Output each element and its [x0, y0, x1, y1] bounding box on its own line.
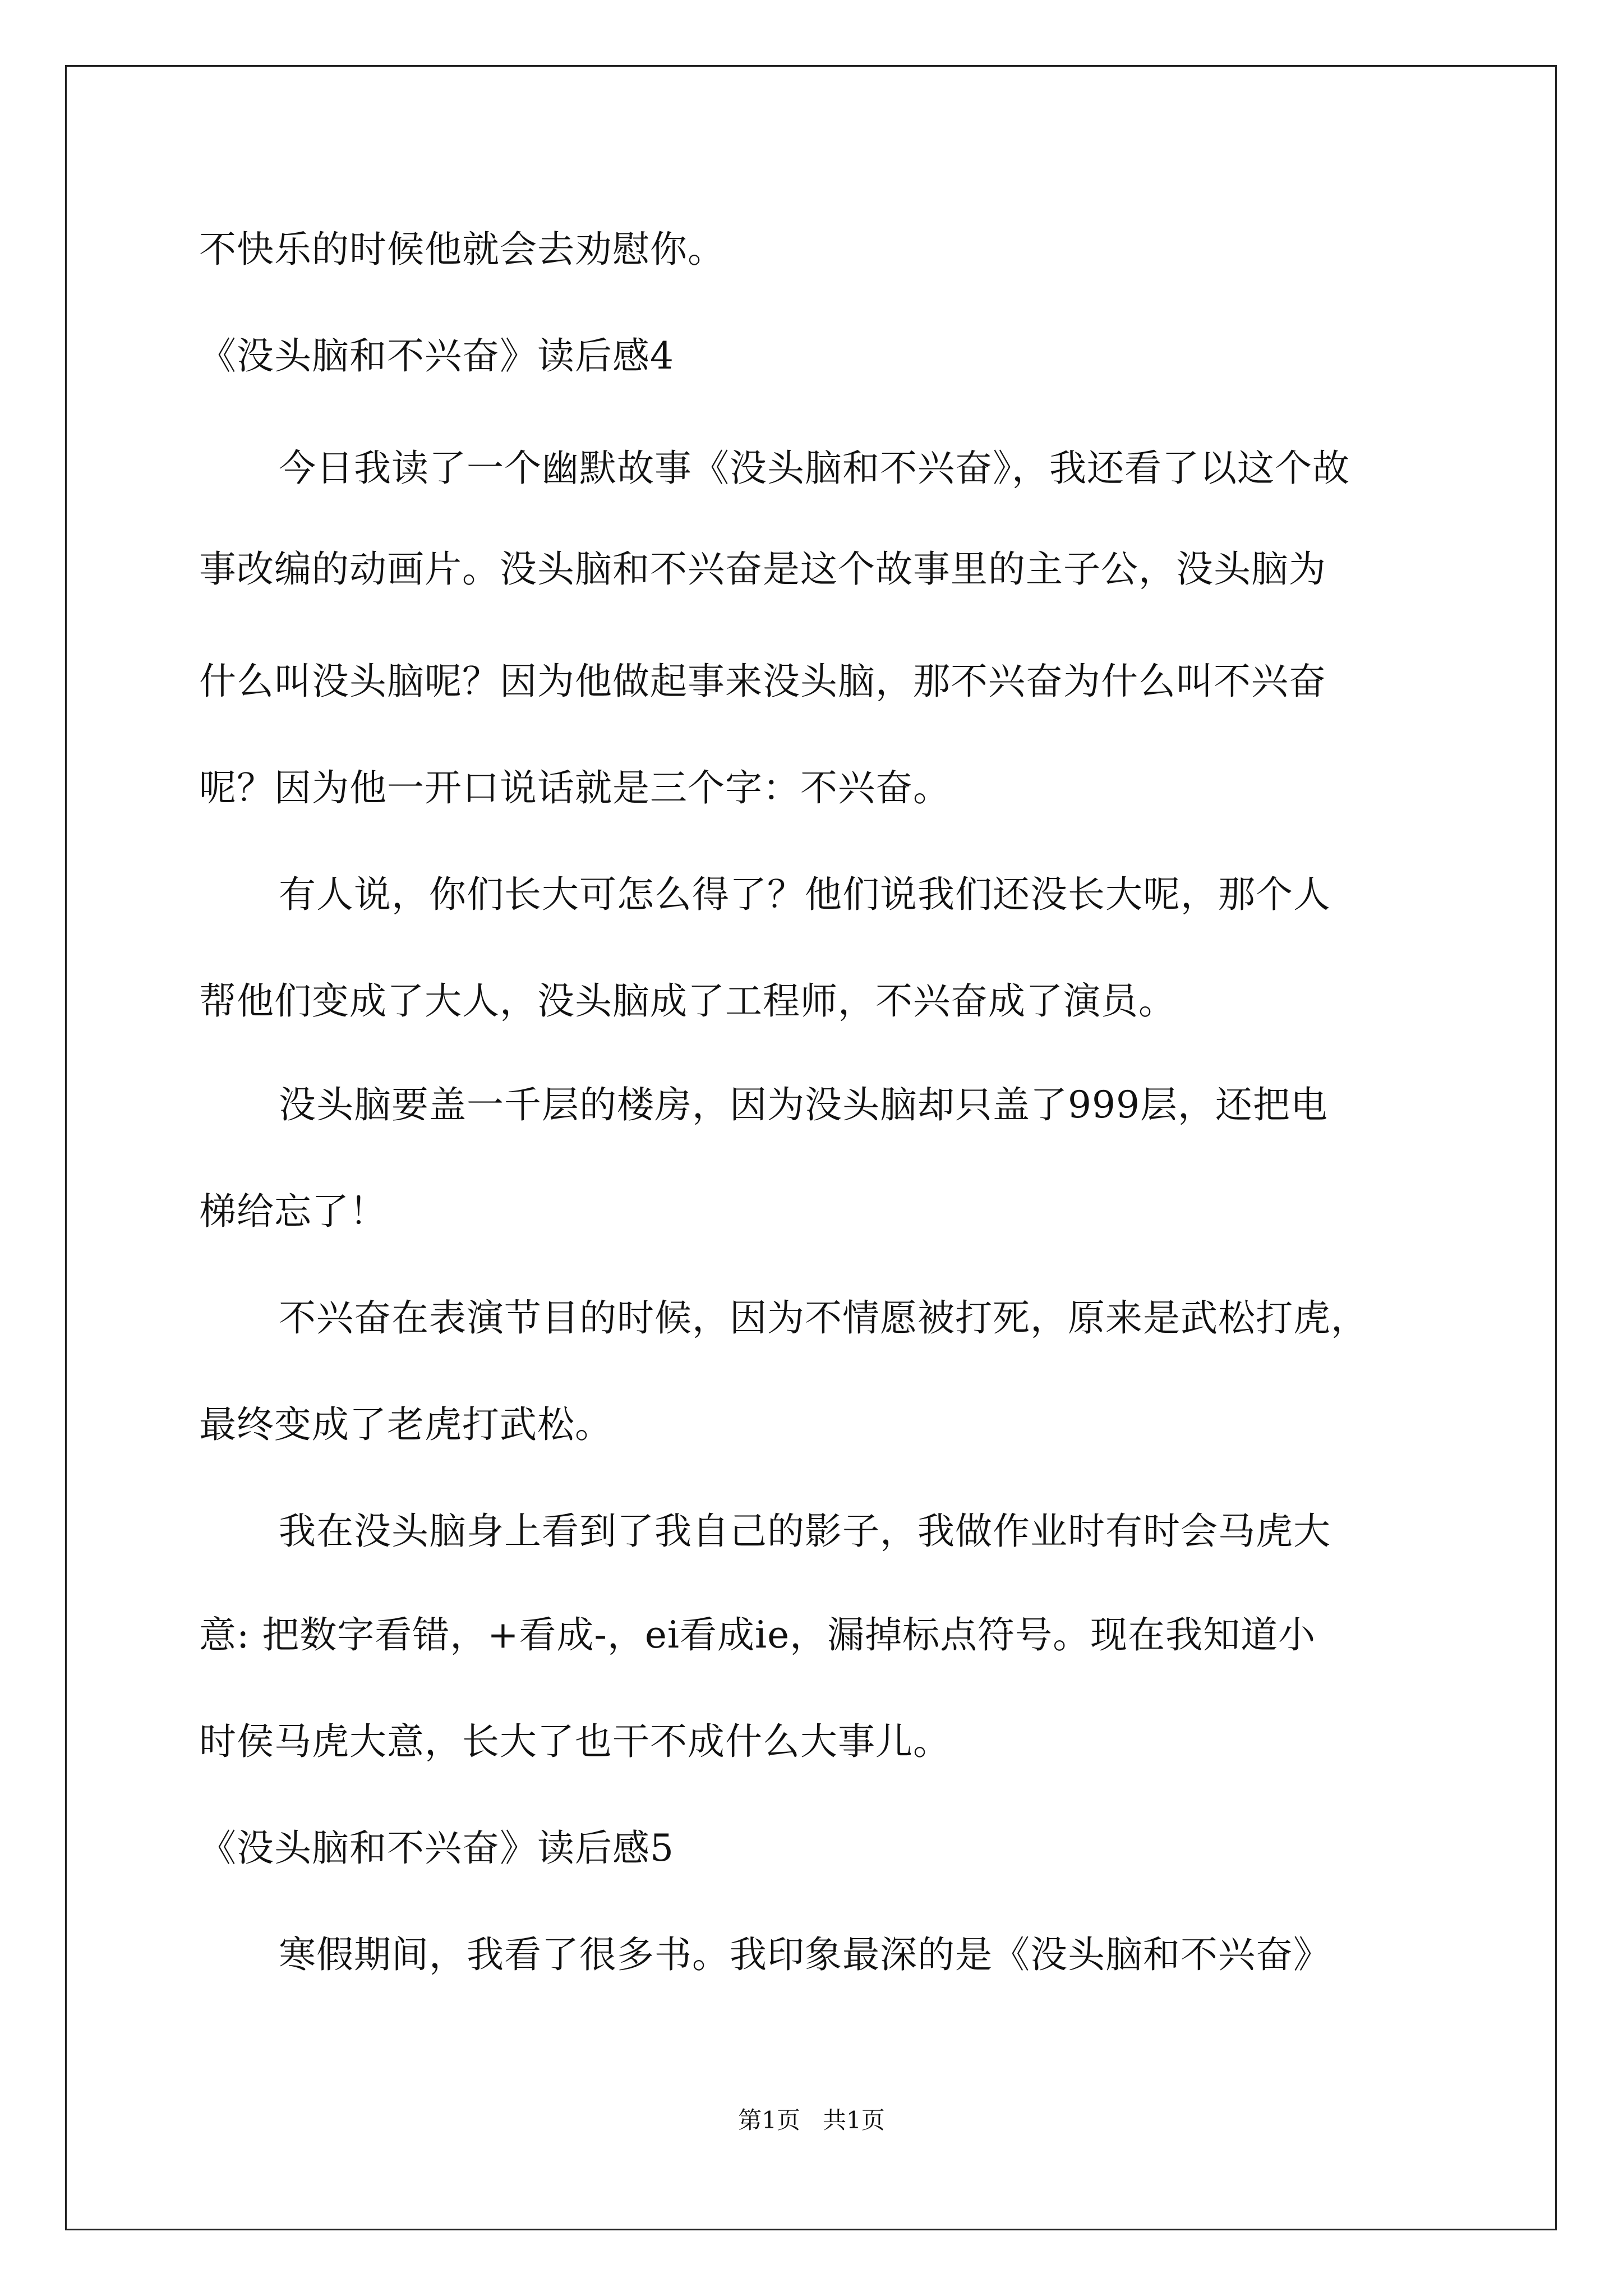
text-line: 最终变成了老虎打武松。 — [199, 1403, 612, 1446]
page-frame — [65, 65, 1557, 2230]
section-heading: 《没头脑和不兴奋》读后感5 — [199, 1826, 674, 1870]
text-line: 不兴奋在表演节目的时候，因为不情愿被打死，原来是武松打虎， — [279, 1296, 1368, 1340]
text-line: 今日我读了一个幽默故事《没头脑和不兴奋》，我还看了以这个故 — [279, 447, 1350, 490]
text-line: 帮他们变成了大人，没头脑成了工程师，不兴奋成了演员。 — [199, 979, 1176, 1023]
text-line: 什么叫没头脑呢？因为他做起事来没头脑，那不兴奋为什么叫不兴奋 — [199, 660, 1326, 703]
text-line: 我在没头脑身上看到了我自己的影子，我做作业时有时会马虎大 — [279, 1510, 1331, 1553]
text-line: 梯给忘了！ — [199, 1190, 387, 1233]
text-line: 事改编的动画片。没头脑和不兴奋是这个故事里的主子公，没头脑为 — [199, 547, 1326, 591]
text-line: 有人说，你们长大可怎么得了？他们说我们还没长大呢，那个人 — [279, 873, 1331, 916]
text-line: 寒假期间，我看了很多书。我印象最深的是《没头脑和不兴奋》 — [279, 1933, 1331, 1976]
section-heading: 《没头脑和不兴奋》读后感4 — [199, 334, 674, 378]
text-line: 时侯马虎大意，长大了也干不成什么大事儿。 — [199, 1720, 951, 1763]
page-footer: 第1页 共1页 — [738, 2106, 885, 2134]
text-line: 没头脑要盖一千层的楼房，因为没头脑却只盖了999层，还把电 — [279, 1083, 1328, 1126]
text-line: 意: 把数字看错，+看成-，ei看成ie，漏掉标点符号。现在我知道小 — [199, 1613, 1316, 1657]
text-line: 不快乐的时候他就会去劝慰你。 — [199, 228, 725, 271]
text-line: 呢？因为他一开口说话就是三个字：不兴奋。 — [199, 766, 951, 809]
